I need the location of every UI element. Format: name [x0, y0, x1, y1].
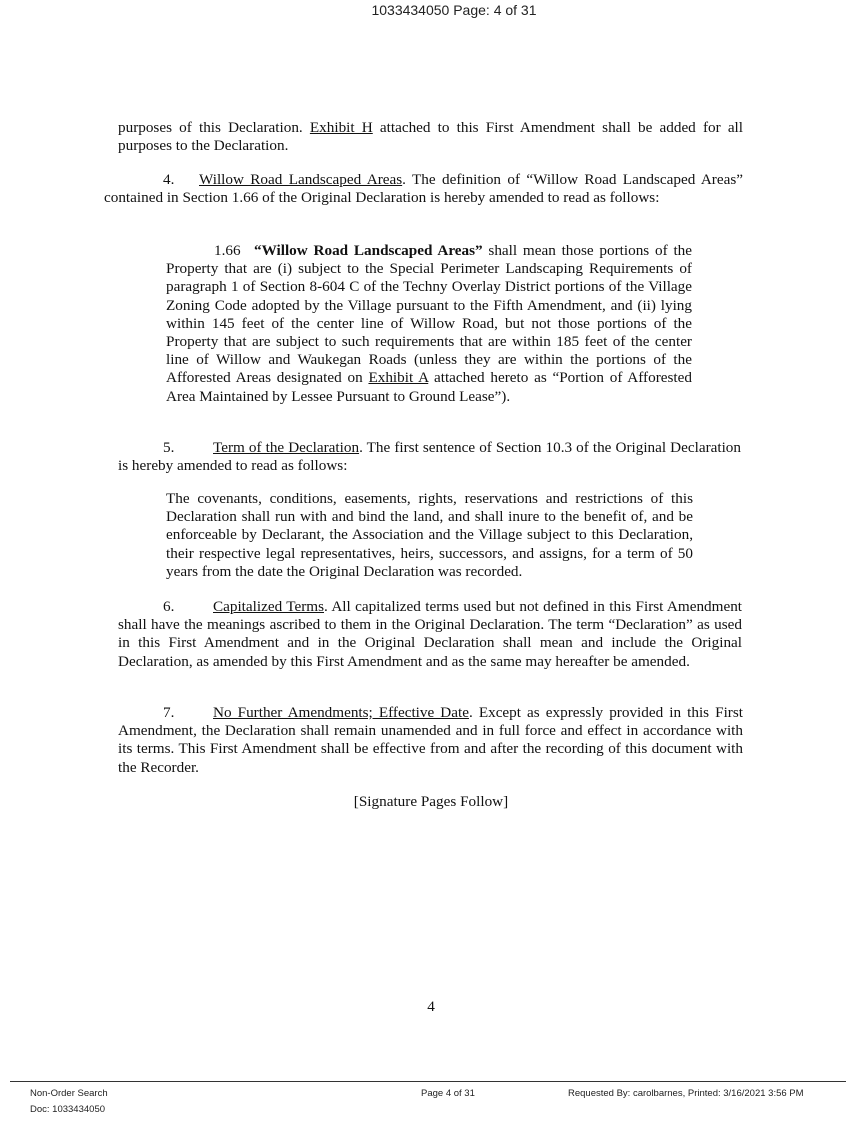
exhibit-a-reference: Exhibit A	[368, 369, 429, 387]
footer-left-line2: Doc: 1033434050	[30, 1104, 106, 1115]
section-4-heading: Willow Road Landscaped Areas	[199, 171, 403, 188]
section-7-paragraph	[118, 704, 743, 777]
paragraph-intro	[118, 119, 743, 155]
intro-text-after: attached to this First Amendment shall be added for all purposes to the Declaration.	[118, 119, 743, 155]
section-10-3-quote: The covenants, conditions, easements, rights, reservations and restrictions of this Declaration shall run with and bind the land, and shall inure to the benefit of, and be enforceable by Declarant, the Association and the Village subject to this Declaration, their respective legal representatives, heirs, successors, and assigns, for a term of 50 years from the date the Original Declaration was recorded.	[166, 490, 693, 580]
section-6-heading: Capitalized Terms	[213, 598, 324, 615]
definition-text-2: attached hereto as “Portion of Afforested Area Maintained by Lessee Pursuant to Ground Lease”).	[166, 369, 692, 405]
section-7-heading: No Further Amendments; Effective Date	[213, 704, 469, 721]
section-7-number: 7.	[163, 704, 175, 721]
defined-term: “Willow Road Landscaped Areas”	[254, 242, 483, 259]
section-5-number: 5.	[163, 439, 175, 456]
section-1-66-number: 1.66	[214, 242, 241, 259]
section-4-number: 4.	[163, 171, 175, 188]
footer-requested-by: Requested By: carolbarnes, Printed: 3/16/2021 3:56 PM	[568, 1088, 804, 1099]
section-5-text: . The first sentence of Section 10.3 of the Original Declaration is hereby amended to read as follows:	[118, 439, 741, 475]
section-6-number: 6.	[163, 598, 175, 615]
document-reference-header: 1033434050 Page: 4 of 31	[371, 2, 537, 18]
footer-left-line1: Non-Order Search	[30, 1088, 108, 1099]
signature-pages-note: [Signature Pages Follow]	[353, 793, 509, 810]
page-number: 4	[427, 998, 435, 1015]
footer-divider	[10, 1081, 846, 1082]
section-1-66-quote	[166, 242, 692, 406]
section-7-text: . Except as expressly provided in this First Amendment, the Declaration shall remain unamended and in full force and effect in accordance with its terms. This First Amendment shall be effective from and after the recording of this document with the Recorder.	[118, 704, 743, 776]
definition-text-1: shall mean those portions of the Property that are (i) subject to the Special Perimeter Landscaping Requirements of paragraph 1 of Section 8-604 C of the Techny Overlay District portions of the Village Zoning Code adopted by the Village pursuant to the Fifth Amendment, and (ii) lying within 145 feet of the center line of Willow Road, but not those portions of the Property that are subject to such requirements that are within 185 feet of the center line of Willow and Waukegan Roads (unless they are within the portions of the Afforested Areas designated on	[166, 242, 692, 387]
footer-page-count: Page 4 of 31	[421, 1088, 475, 1099]
intro-text-before: purposes of this Declaration.	[118, 119, 310, 136]
section-5-paragraph	[118, 439, 741, 475]
section-6-paragraph	[118, 598, 742, 671]
section-4-text: . The definition of “Willow Road Landscaped Areas” contained in Section 1.66 of the Original Declaration is hereby amended to read as follows:	[104, 171, 743, 207]
section-4-paragraph	[104, 171, 743, 207]
section-5-heading: Term of the Declaration	[213, 439, 360, 456]
exhibit-h-reference: Exhibit H	[309, 119, 373, 136]
section-6-text: . All capitalized terms used but not defined in this First Amendment shall have the meanings ascribed to them in the Original Declaration. The term “Declaration” as used in this First Amendment and in the Original Declaration shall mean and include the Original Declaration, as amended by this First Amendment and as the same may hereafter be amended.	[118, 598, 743, 670]
